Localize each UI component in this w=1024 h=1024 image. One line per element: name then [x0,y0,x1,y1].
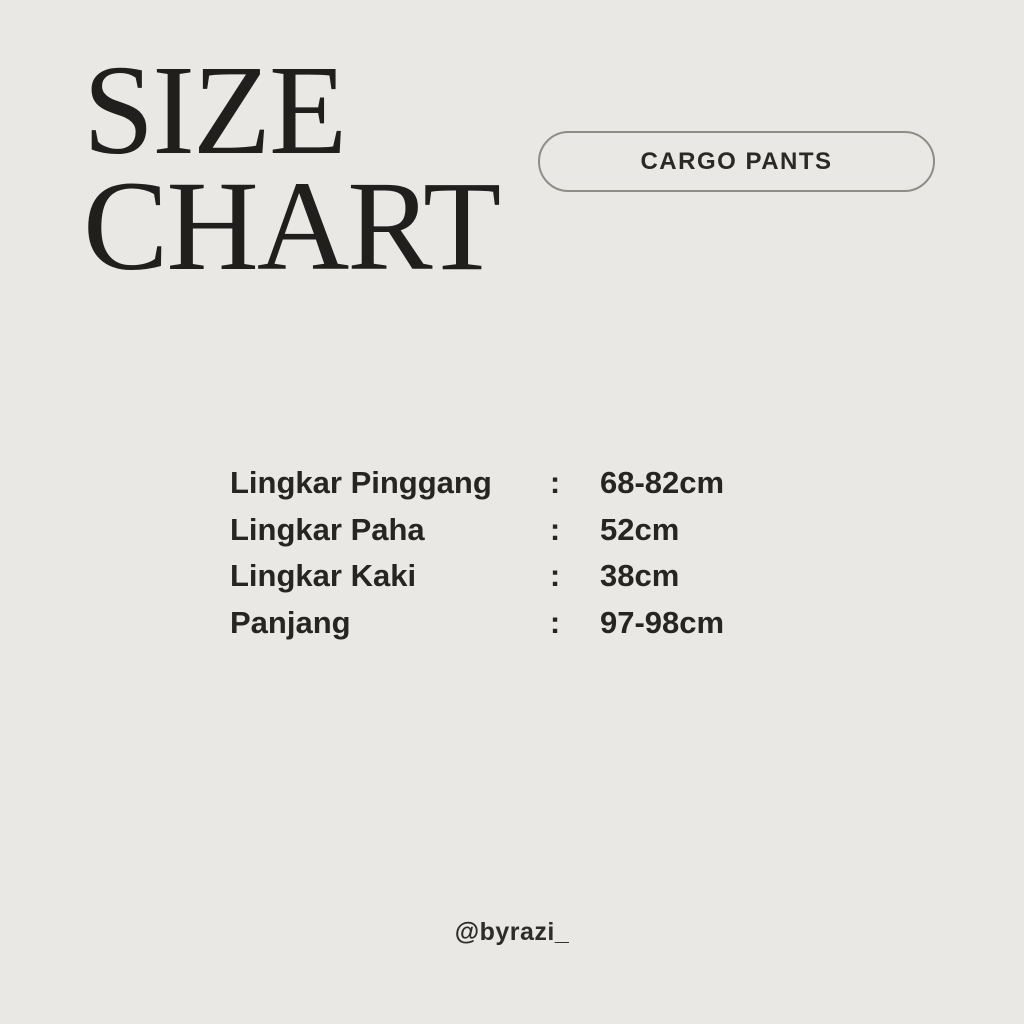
page-title-line2: CHART [83,155,500,297]
measurement-value: 38cm [600,558,680,594]
measurement-row-lingkar-kaki [230,553,724,600]
page-title-line1: SIZE [83,39,346,181]
measurement-separator: : [549,604,561,640]
measurement-label: Panjang [230,604,351,640]
measurement-separator: : [549,465,561,501]
footer [0,918,1024,947]
social-handle: @byrazi_ [454,918,570,946]
measurement-label: Lingkar Kaki [230,558,417,594]
measurement-row-lingkar-pinggang [230,460,724,507]
measurement-label: Lingkar Pinggang [230,465,492,501]
measurement-row-panjang [230,600,724,647]
category-badge [538,131,935,192]
measurement-value: 52cm [600,511,680,547]
measurement-label: Lingkar Paha [230,511,425,547]
measurement-list [230,460,724,646]
measurement-separator: : [549,558,561,594]
page-title [83,39,500,297]
measurement-row-lingkar-paha [230,507,724,554]
measurement-value: 68-82cm [600,465,725,501]
measurement-separator: : [549,511,561,547]
measurement-value: 97-98cm [600,604,725,640]
category-badge-label: CARGO PANTS [640,147,833,175]
